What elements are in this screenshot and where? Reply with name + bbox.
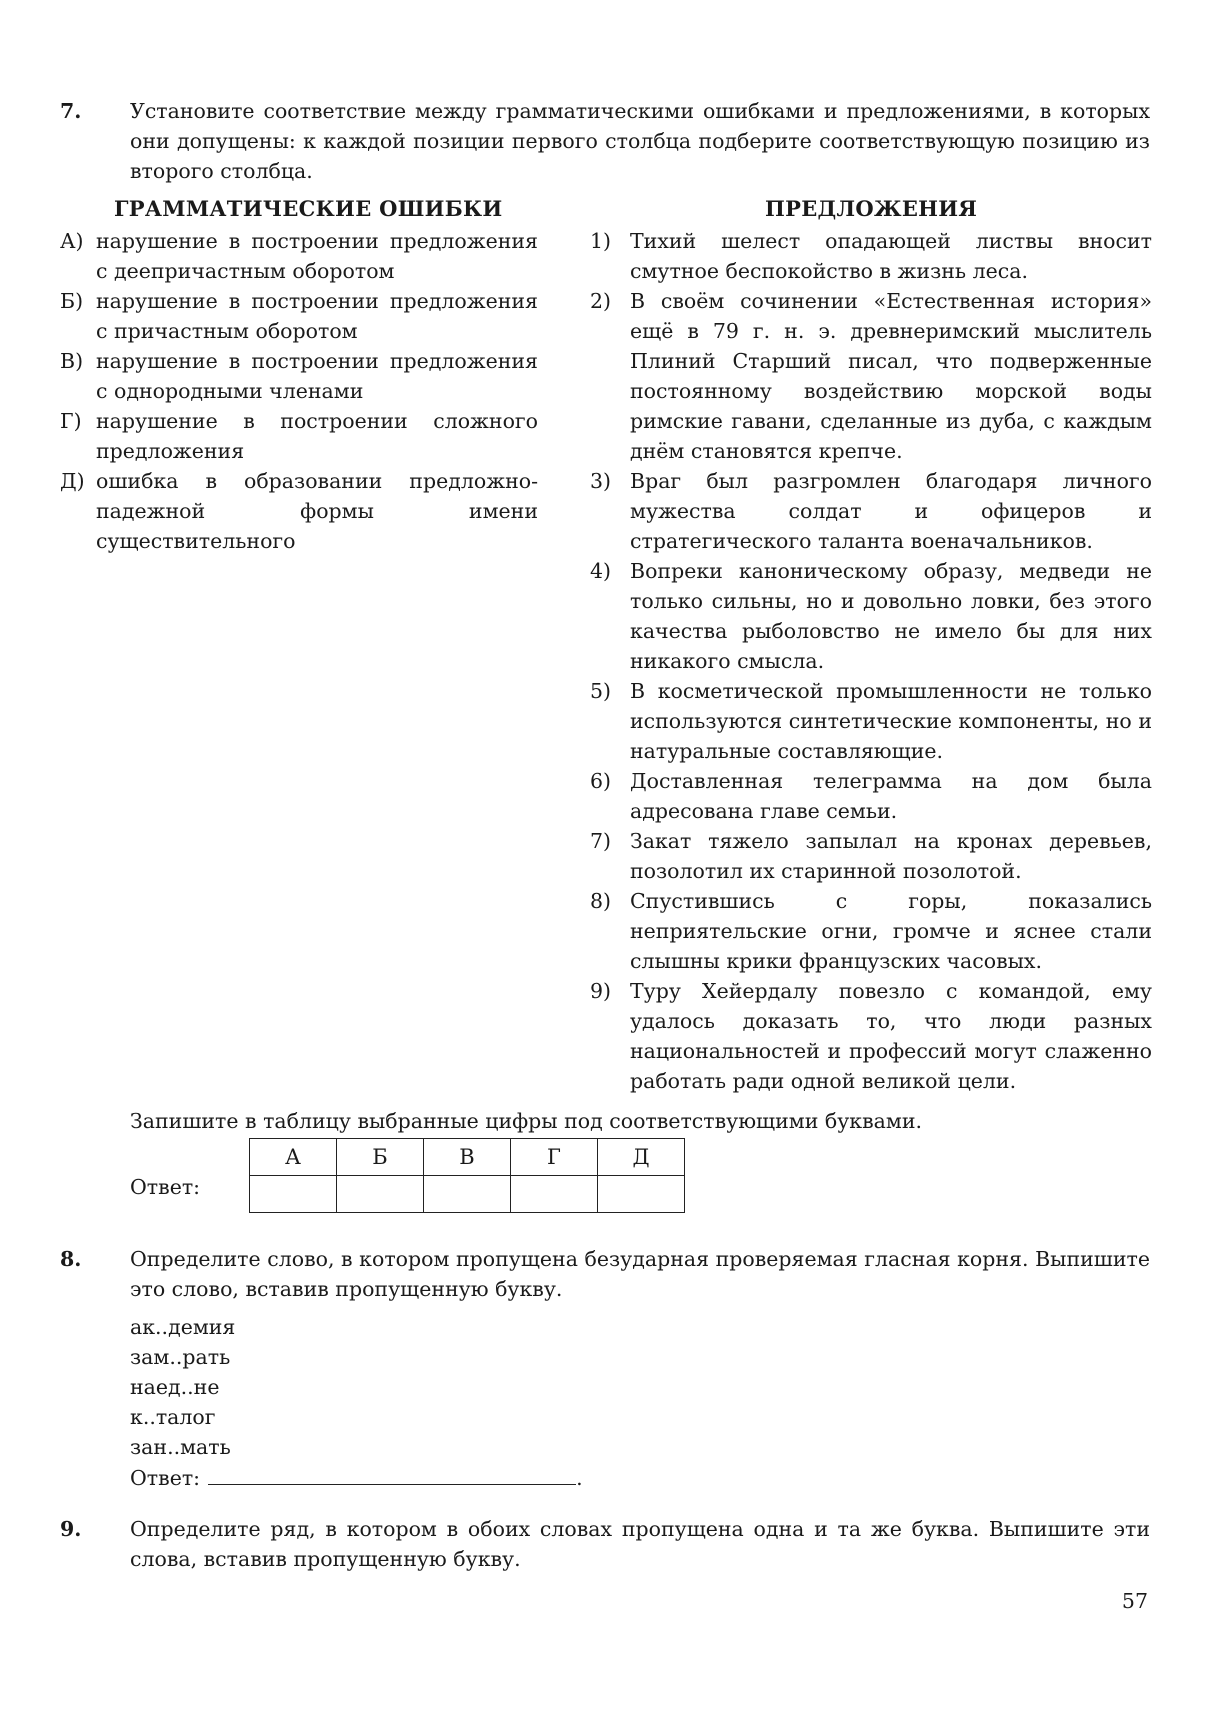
answer-line[interactable] [208,1462,576,1485]
task-9-number: 9. [60,1517,82,1541]
sentence-label: 3) [590,469,612,493]
sentence-text: В косметической промышленности не только используются синтетические компоненты, но и натуральные составляющие. [630,679,1152,763]
error-item [60,226,538,286]
sentence-item [590,466,1152,556]
answer-table-header-row [250,1139,685,1176]
word-option: наед..не [130,1375,220,1399]
sentence-item [590,886,1152,976]
answer-cell-b[interactable] [337,1176,424,1213]
answer-table-input-row [250,1176,685,1213]
sentence-text: В своём сочинении «Естественная история» ещё в 79 г. н. э. древнеримский мыслитель Плиний Старший писал, что подверженные постоянному воздействию морской воды римские гавани, сделанные из дуба, с каждым днём становятся крепче. [630,289,1152,463]
answer-table-letter: В [424,1139,511,1176]
answer-table-letter: Г [511,1139,598,1176]
word-option: к..талог [130,1405,216,1429]
answer-label: Ответ: [130,1175,201,1199]
answer-table-letter: А [250,1139,337,1176]
sentence-text: Закат тяжело запылал на кронах деревьев, позолотил их старинной позолотой. [630,829,1152,883]
error-item [60,286,538,346]
answer-cell-g[interactable] [511,1176,598,1213]
sentence-text: Туру Хейердалу повезло с командой, ему удалось доказать то, что люди разных национальностей и профессий могут слаженно работать ради одной великой цели. [630,979,1152,1093]
sentence-label: 1) [590,229,612,253]
table-instruction: Запишите в таблицу выбранные цифры под соответствующими буквами. [130,1109,923,1133]
sentence-text: Враг был разгромлен благодаря личного мужества солдат и офицеров и стратегического таланта военачальников. [630,469,1152,553]
word-option: ак..демия [130,1315,236,1339]
answer-cell-d[interactable] [598,1176,685,1213]
page-number: 57 [1121,1589,1148,1613]
error-text: нарушение в построении сложного предложения [96,409,538,463]
sentence-item [590,676,1152,766]
error-text: нарушение в построении предложения с деепричастным оборотом [96,229,538,283]
sentence-text: Доставленная телеграмма на дом была адресована главе семьи. [630,769,1152,823]
sentence-label: 6) [590,769,612,793]
task-8-number: 8. [60,1247,82,1271]
error-item [60,406,538,466]
sentence-text: Спустившись с горы, показались неприятельские огни, громче и яснее стали слышны крики французских часовых. [630,889,1152,973]
errors-column-header: ГРАММАТИЧЕСКИЕ ОШИБКИ [114,196,503,221]
sentence-label: 9) [590,979,612,1003]
sentence-label: 7) [590,829,612,853]
answer-label: Ответ: [130,1466,201,1490]
sentences-column-header: ПРЕДЛОЖЕНИЯ [765,196,978,221]
error-text: нарушение в построении предложения с причастным оборотом [96,289,538,343]
answer-table-letter: Б [337,1139,424,1176]
answer-cell-v[interactable] [424,1176,511,1213]
sentence-item [590,556,1152,676]
word-option: зан..мать [130,1435,231,1459]
sentence-item [590,286,1152,466]
task-7-prompt: Установите соответствие между грамматическими ошибками и предложениями, в которых они допущены: к каждой позиции первого столбца подберите соответствующую позицию из второго столбца. [130,99,1150,183]
error-label: Д) [60,469,85,493]
error-label: В) [60,349,84,373]
sentence-item [590,766,1152,826]
answer-table [249,1138,685,1213]
error-item [60,466,538,556]
answer-table-letter: Д [598,1139,685,1176]
task-8-prompt: Определите слово, в котором пропущена безударная проверяемая гласная корня. Выпишите это слово, вставив пропущенную букву. [130,1247,1150,1301]
error-label: Г) [60,409,82,433]
task-7-number: 7. [60,99,82,123]
word-option: зам..рать [130,1345,231,1369]
sentence-label: 4) [590,559,612,583]
task-9-prompt: Определите ряд, в котором в обоих словах пропущена одна и та же буква. Выпишите эти слова, вставив пропущенную букву. [130,1517,1150,1571]
answer-cell-a[interactable] [250,1176,337,1213]
sentence-item [590,976,1152,1096]
sentence-label: 5) [590,679,612,703]
error-label: Б) [60,289,84,313]
sentence-item [590,826,1152,886]
sentence-label: 8) [590,889,612,913]
sentence-item [590,226,1152,286]
sentence-label: 2) [590,289,612,313]
answer-end: . [576,1466,583,1490]
sentence-text: Тихий шелест опадающей листвы вносит смутное беспокойство в жизнь леса. [630,229,1152,283]
error-text: ошибка в образовании предложно-падежной формы имени существительного [96,469,538,553]
error-text: нарушение в построении предложения с однородными членами [96,349,538,403]
error-item [60,346,538,406]
sentence-text: Вопреки каноническому образу, медведи не только сильны, но и довольно ловки, без этого качества рыболовство не имело бы для них никакого смысла. [630,559,1152,673]
task-8-answer [130,1462,583,1493]
error-label: А) [60,229,84,253]
